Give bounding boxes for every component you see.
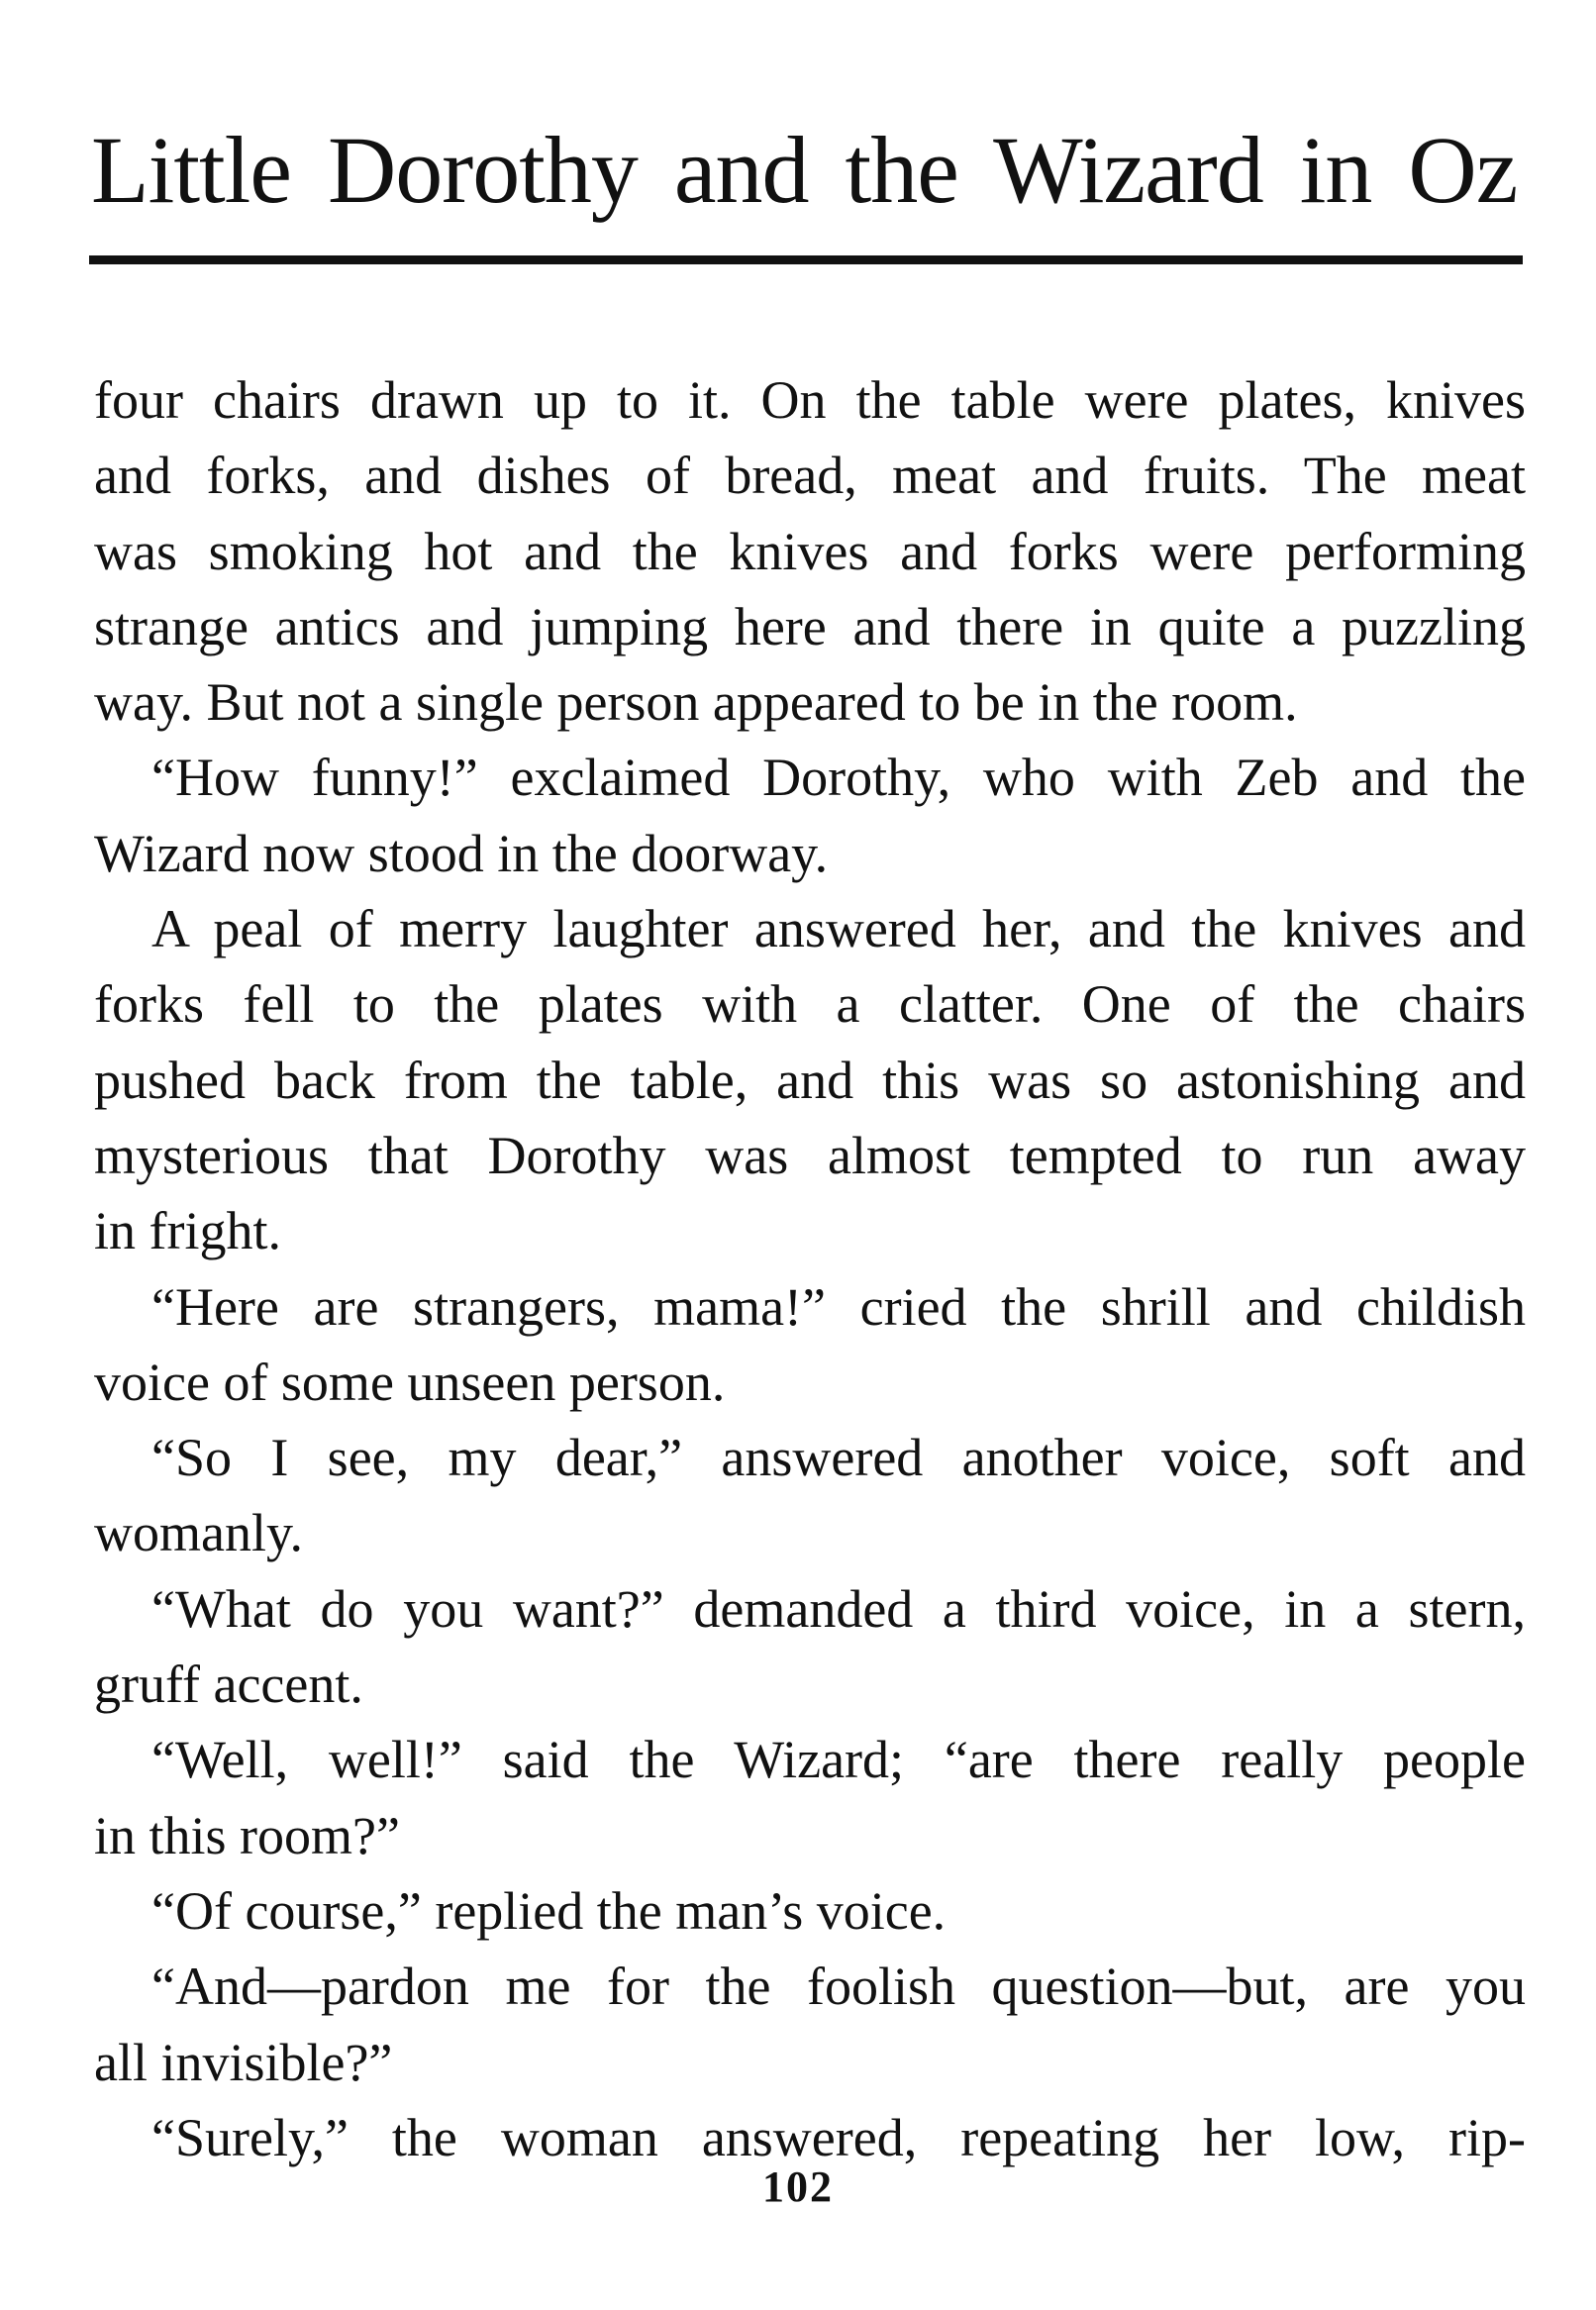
- text-line: “Here are strangers, mama!” cried the shrill and childish: [151, 1276, 1526, 1337]
- text-line: strange antics and jumping here and there in quite a puzzling: [94, 596, 1526, 656]
- text-line: womanly.: [94, 1503, 303, 1563]
- text-line: “Of course,” replied the man’s voice.: [151, 1880, 947, 1941]
- text-line: in this room?”: [94, 1805, 400, 1865]
- text-line: mysterious that Dorothy was almost tempted to run away: [94, 1125, 1526, 1185]
- header-rule: [89, 255, 1523, 264]
- running-title: Little Dorothy and the Wizard in Oz: [91, 117, 1518, 223]
- text-line: gruff accent.: [94, 1655, 363, 1715]
- text-line: all invisible?”: [94, 2032, 393, 2092]
- text-line: pushed back from the table, and this was so astonishing and: [94, 1050, 1526, 1110]
- text-line: in fright.: [94, 1201, 281, 1261]
- text-line: voice of some unseen person.: [94, 1352, 726, 1412]
- page-number: 102: [762, 2162, 834, 2211]
- text-line: “Surely,” the woman answered, repeating her low, rip-: [151, 2107, 1526, 2167]
- text-line: “How funny!” exclaimed Dorothy, who with Zeb and the: [151, 748, 1526, 808]
- text-line: “So I see, my dear,” answered another voice, soft and: [151, 1428, 1526, 1488]
- text-line: “And—pardon me for the foolish question—but, are you: [151, 1957, 1526, 2017]
- body-text: [94, 362, 1526, 2175]
- text-line: was smoking hot and the knives and forks were performing: [94, 521, 1526, 581]
- text-line: and forks, and dishes of bread, meat and fruits. The meat: [94, 446, 1526, 506]
- text-line: “Well, well!” said the Wizard; “are there really people: [151, 1730, 1526, 1790]
- text-line: forks fell to the plates with a clatter. One of the chairs: [94, 974, 1526, 1035]
- text-line: “What do you want?” demanded a third voice, in a stern,: [151, 1578, 1526, 1639]
- text-line: Wizard now stood in the doorway.: [94, 823, 829, 883]
- text-line: A peal of merry laughter answered her, and the knives and: [151, 899, 1526, 959]
- text-line: way. But not a single person appeared to be in the room.: [94, 672, 1298, 733]
- text-line: four chairs drawn up to it. On the table were plates, knives: [94, 370, 1526, 430]
